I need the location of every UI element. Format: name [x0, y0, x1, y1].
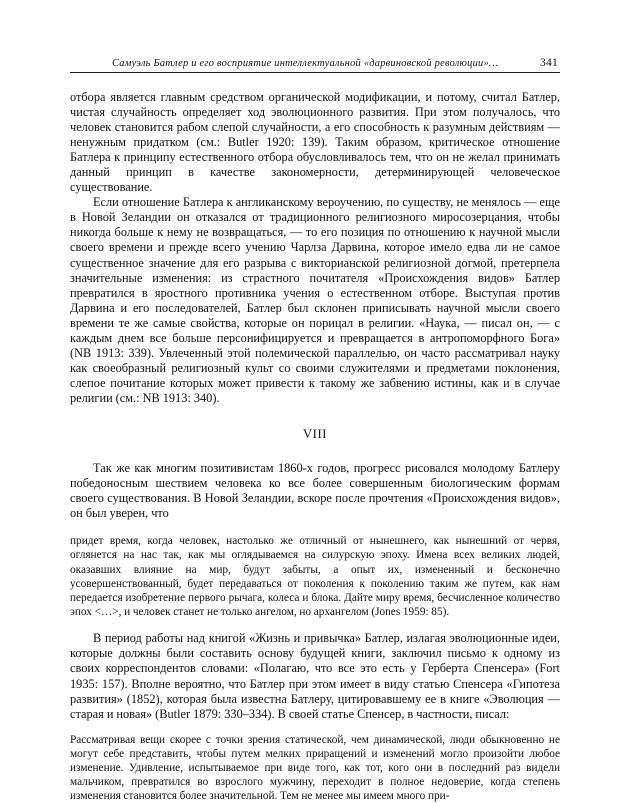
paragraph-progress-positivists: Так же как многим позитивистам 1860-х годов, прогресс рисовался молодому Батлеру победоносным шествием человека ко все более совершенным биологическим формам своего существования. В Новой Зеландии, вскоре после прочтения «Происхождения видов», он был уверен, что — [70, 460, 560, 521]
body-text — [70, 90, 560, 804]
spacer — [70, 619, 560, 631]
paragraph-continued: отбора является главным средством органической модификации, и потому, считал Батлер, чистая случайность определяет ход эволюционного развития. При этом получалось, что человек становится рабом слепой случайности, а его способность к разумным действиям — ненужным придатком (см.: Butler 1920: 139). Таким образом, критическое отношение Батлера к принципу естественного отбора обусловливалось тем, что он не желал принимать данный принцип в качестве закономерности, детерминирующей человеческое существование. — [70, 90, 560, 195]
paragraph-religion-science: Если отношение Батлера к англиканскому вероучению, по существу, не менялось — еще в Новой Зеландии он отказался от традиционного религиозного миросозерцания, чтобы никогда больше к нему не возвращаться, — то его позиция по отношению к научной мысли своего времени и прежде всего учению Чарлза Дарвина, которое имело едва ли не самое существенное значение для его разрыва с викторианской религиозной догмой, претерпела значительные изменения: из страстного почитателя «Происхождения видов» Батлер превратился в яростного противника учения о естественном отборе. Выступая против Дарвина и его последователей, Батлер был склонен приписывать научной мысли своего времени те же самые свойства, которые он порицал в религии. «Наука, — писал он, — с каждым днем все больше персонифицируется и превращается в антропоморфного Бога» (NB 1913: 339). Увлеченный этой полемической параллелью, он часто рассматривал науку как своеобразный религиозный культ со своими служителями и предметами поклонения, слепое почитание которых может привести к такому же забвению истины, как и в случае религии (см.: NB 1913: 340). — [70, 195, 560, 405]
running-head — [70, 56, 560, 73]
running-head-title: Самуэль Батлер и его восприятие интеллектуальной «дарвиновской революции»… — [112, 58, 499, 69]
block-quote-spencer: Рассматривая вещи скорее с точки зрения статической, чем динамической, люди обыкновенно не могут себе представить, чтобы путем мелких приращений и изменений могло произойти любое изменение. Удивление, испытываемое при виде того, как тот, кого они в последний раз видели мальчиком, превратился во взрослого мужчину, переходит в полное недоверие, когда степень изменения становится более значительной. Тем не менее мы имеем много при- — [70, 733, 560, 803]
page-number: 341 — [540, 56, 558, 69]
spacer — [70, 521, 560, 534]
section-number-heading: VIII — [302, 426, 328, 441]
page-content — [70, 56, 560, 804]
spacer — [70, 722, 560, 733]
paragraph-life-and-habit: В период работы над книгой «Жизнь и привычка» Батлер, излагая эволюционные идеи, которые должны были составить основу будущей книги, заключил письмо к одному из своих корреспондентов словами: «Полагаю, что все это есть у Герберта Спенсера» (Fort 1935: 157). Вполне вероятно, что Батлер при этом имеет в виду статью Спенсера «Гипотеза развития» (1852), которая была известна Батлеру, цитировавшему ее в книге «Эволюция — старая и новая» (Butler 1879: 330–334). В своей статье Спенсер, в частности, писал: — [70, 631, 560, 721]
block-quote-jones: придет время, когда человек, настолько же отличный от нынешнего, как нынешний от червя, оглянется на нас так, как мы оглядываемся на силурскую эпоху. Имена всех великих людей, оказавших влияние на мир, будут забыты, а опыт их, измененный и бесконечно усовершенствованный, будет передаваться от поколения к поколению таким же путем, как нам передается изобретение первого рычага, колеса и блока. Дайте миру время, бесчисленное количество эпох <…>, и человек станет не только ангелом, но архангелом (Jones 1959: 85). — [70, 535, 560, 619]
